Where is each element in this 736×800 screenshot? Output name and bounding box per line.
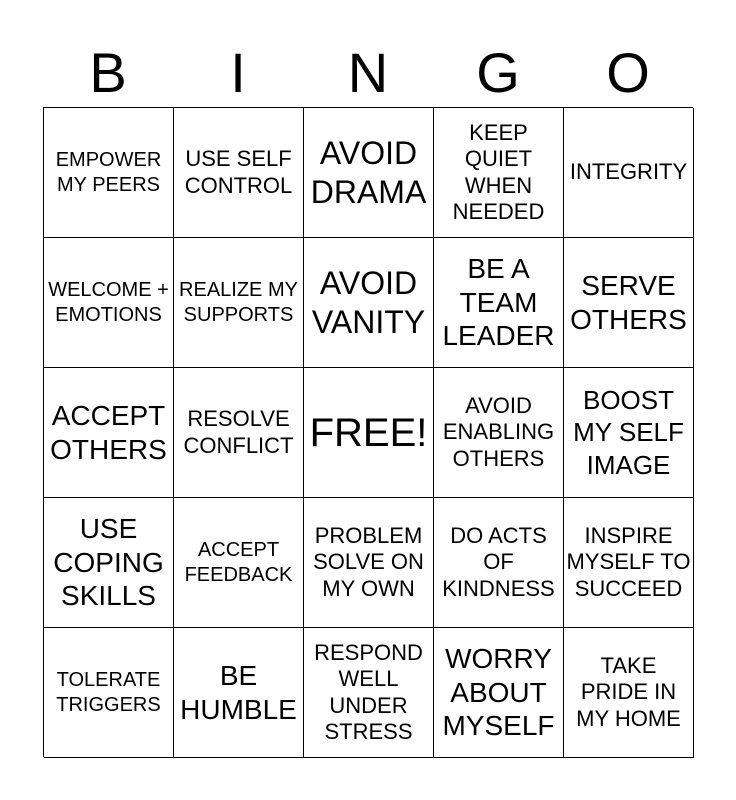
bingo-cell[interactable]: [434, 108, 564, 238]
free-space-cell[interactable]: [304, 368, 434, 498]
cell-text: EMPOWER MY PEERS: [55, 148, 162, 196]
bingo-cell[interactable]: [174, 498, 304, 628]
bingo-cell[interactable]: [434, 498, 564, 628]
bingo-cell[interactable]: [174, 238, 304, 368]
cell-text: RESOLVE CONFLICT: [183, 406, 294, 458]
bingo-cell[interactable]: [434, 628, 564, 758]
bingo-cell[interactable]: [44, 238, 174, 368]
bingo-header: [43, 40, 693, 106]
bingo-cell[interactable]: [564, 498, 694, 628]
bingo-cell[interactable]: [44, 108, 174, 238]
bingo-cell[interactable]: [174, 368, 304, 498]
bingo-cell[interactable]: [174, 108, 304, 238]
header-letter-g: G: [476, 41, 520, 104]
cell-text: RESPOND WELL UNDER STRESS: [314, 639, 423, 744]
bingo-cell[interactable]: [304, 238, 434, 368]
bingo-cell[interactable]: [564, 628, 694, 758]
cell-text: INSPIRE MYSELF TO SUCCEED: [566, 522, 691, 601]
cell-text: PROBLEM SOLVE ON MY OWN: [313, 522, 424, 601]
cell-text: BOOST MY SELF IMAGE: [573, 384, 684, 480]
bingo-card-grid: [43, 107, 693, 757]
cell-text: BE HUMBLE: [180, 659, 297, 725]
bingo-cell[interactable]: [174, 628, 304, 758]
cell-text: DO ACTS OF KINDNESS: [442, 522, 555, 601]
cell-text: AVOID DRAMA: [310, 135, 427, 210]
header-letter-b: B: [89, 41, 127, 104]
cell-text: WORRY ABOUT MYSELF: [442, 643, 555, 742]
bingo-cell[interactable]: [434, 368, 564, 498]
cell-text: TOLERATE TRIGGERS: [56, 668, 161, 716]
cell-text: USE SELF CONTROL: [184, 146, 293, 198]
cell-text: ACCEPT FEEDBACK: [184, 538, 293, 586]
bingo-cell[interactable]: [304, 628, 434, 758]
bingo-cell[interactable]: [564, 368, 694, 498]
bingo-cell[interactable]: [44, 498, 174, 628]
bingo-cell[interactable]: [44, 628, 174, 758]
cell-text: AVOID VANITY: [311, 265, 426, 340]
bingo-cell[interactable]: [304, 498, 434, 628]
cell-text: SERVE OTHERS: [570, 269, 687, 335]
bingo-cell[interactable]: [304, 108, 434, 238]
cell-text: KEEP QUIET WHEN NEEDED: [452, 119, 545, 224]
header-letter-n: N: [347, 41, 389, 104]
cell-text: INTEGRITY: [569, 159, 688, 185]
cell-text: BE A TEAM LEADER: [442, 253, 555, 352]
cell-text: USE COPING SKILLS: [53, 513, 164, 612]
bingo-cell[interactable]: [564, 238, 694, 368]
cell-text: WELCOME + EMOTIONS: [48, 278, 169, 326]
bingo-cell[interactable]: [564, 108, 694, 238]
header-letter-o: O: [606, 41, 650, 104]
cell-text: REALIZE MY SUPPORTS: [179, 278, 298, 326]
cell-text: TAKE PRIDE IN MY HOME: [576, 652, 681, 731]
cell-text: ACCEPT OTHERS: [50, 399, 167, 465]
cell-text: AVOID ENABLING OTHERS: [442, 392, 555, 471]
bingo-cell[interactable]: [44, 368, 174, 498]
free-space-text: FREE!: [309, 410, 428, 455]
bingo-cell[interactable]: [434, 238, 564, 368]
header-letter-i: I: [230, 41, 246, 104]
